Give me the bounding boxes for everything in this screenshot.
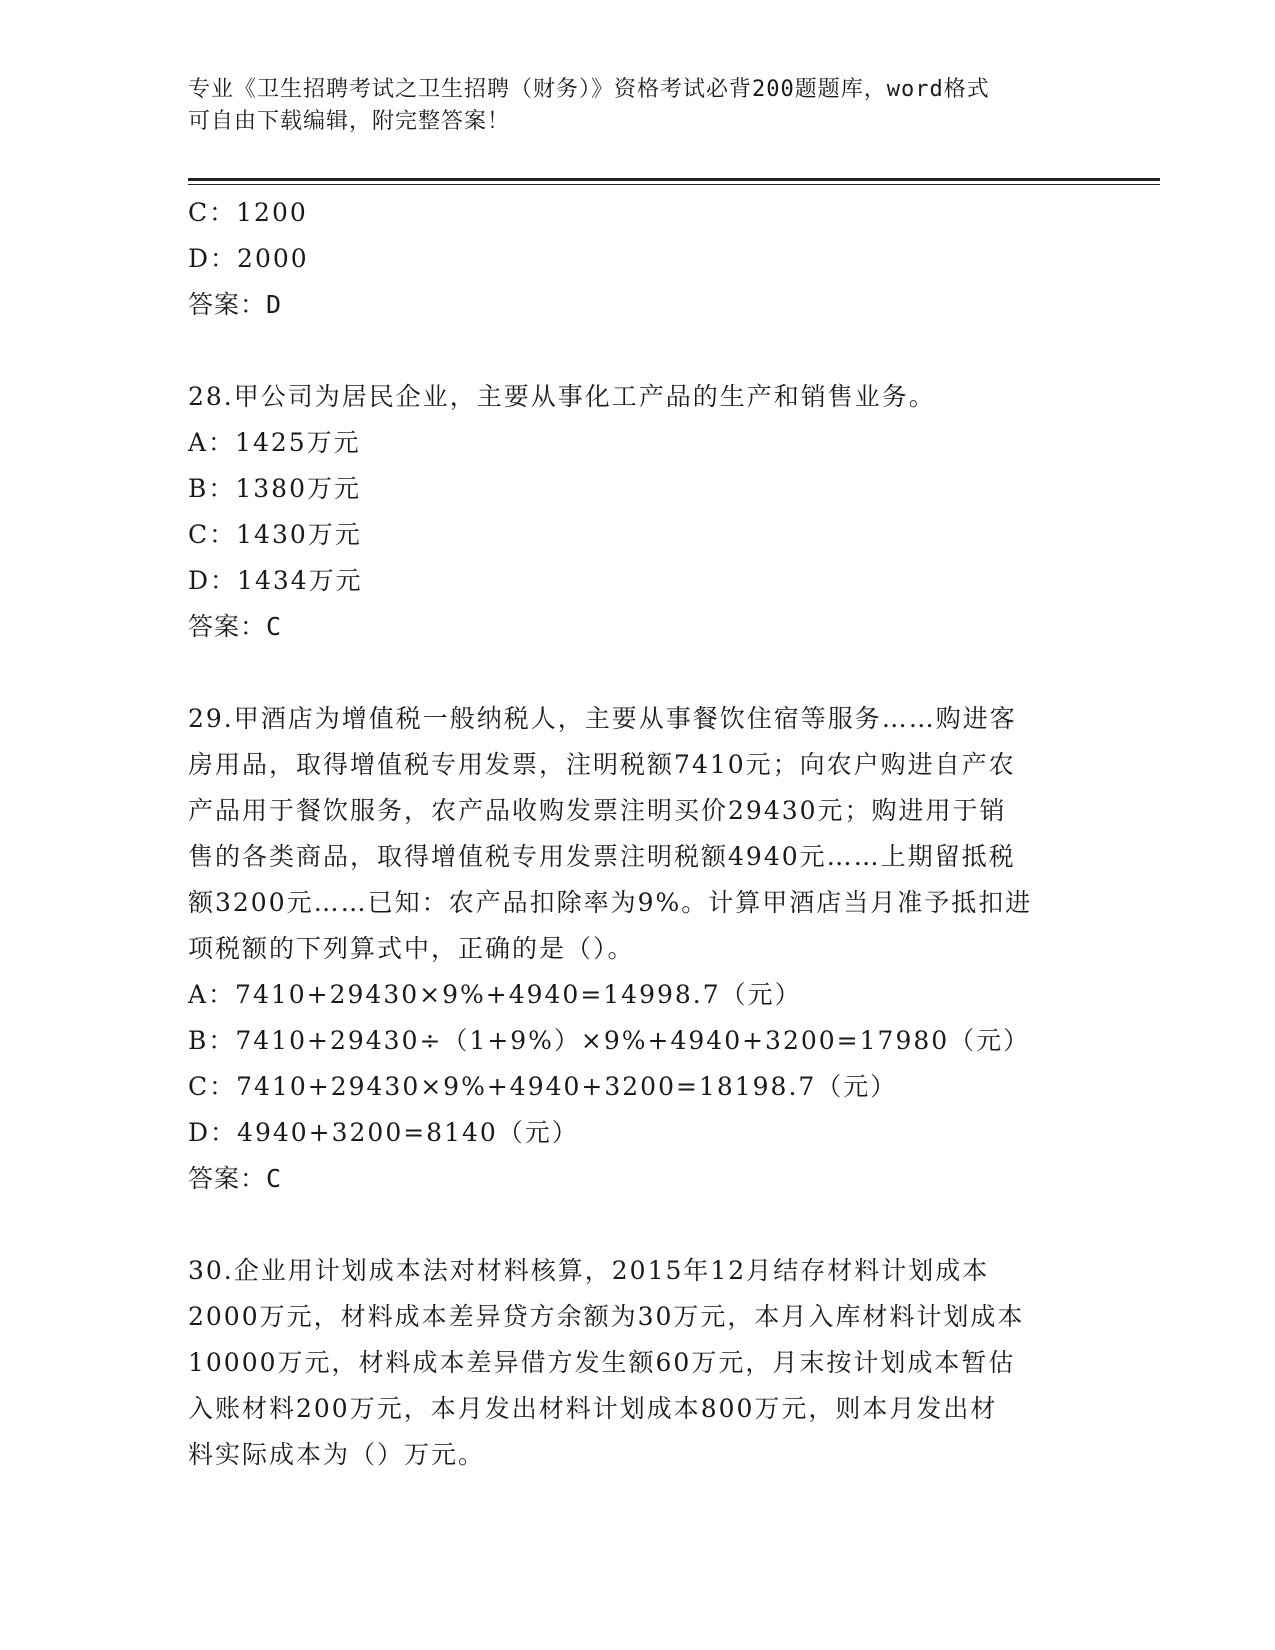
q29-answer: 答案：C: [188, 1164, 283, 1193]
document-header: [188, 74, 1068, 138]
q29-option-d: D：4940+3200=8140（元）: [188, 1118, 579, 1147]
q30-stem-line: 30.企业用计划成本法对材料核算，2015年12月结存材料计划成本: [188, 1256, 990, 1285]
q29-stem-line: 额3200元……已知：农产品扣除率为9%。计算甲酒店当月准予抵扣进: [188, 888, 1033, 917]
q29-stem: [188, 696, 1088, 972]
spacer: [188, 328, 1088, 374]
q30-stem: [188, 1248, 1088, 1478]
q28-option-a: A：1425万元: [188, 428, 361, 457]
q28-stem: 28.甲公司为居民企业，主要从事化工产品的生产和销售业务。: [188, 382, 936, 411]
q28-option-d: D：1434万元: [188, 566, 363, 595]
header-line-1: 专业《卫生招聘考试之卫生招聘（财务）》资格考试必背200题题库，word格式: [188, 77, 990, 102]
header-rule-thick: [188, 178, 1160, 181]
q28-option-b: B：1380万元: [188, 474, 361, 503]
q27-option-c: C：1200: [188, 198, 308, 227]
q29-option-a: A：7410+29430×9%+4940=14998.7（元）: [188, 980, 802, 1009]
q29-stem-line: 29.甲酒店为增值税一般纳税人，主要从事餐饮住宿等服务……购进客: [188, 704, 1017, 733]
q29-stem-line: 售的各类商品，取得增值税专用发票注明税额4940元……上期留抵税: [188, 842, 1016, 871]
q27-answer: 答案：D: [188, 290, 283, 319]
q29-option-c: C：7410+29430×9%+4940+3200=18198.7（元）: [188, 1072, 898, 1101]
q30-stem-line: 入账材料200万元，本月发出材料计划成本800万元，则本月发出材: [188, 1394, 998, 1423]
q28-answer: 答案：C: [188, 612, 283, 641]
q29-option-b: B：7410+29430÷（1+9%）×9%+4940+3200=17980（元）: [188, 1026, 1031, 1055]
q30-stem-line: 料实际成本为（）万元。: [188, 1440, 486, 1469]
header-line-2: 可自由下载编辑，附完整答案！: [188, 109, 511, 134]
question-content: [188, 190, 1088, 1478]
q29-stem-line: 房用品，取得增值税专用发票，注明税额7410元；向农户购进自产农: [188, 750, 1016, 779]
q29-stem-line: 项税额的下列算式中，正确的是（）。: [188, 934, 635, 963]
header-rule-thin: [188, 184, 1160, 185]
q30-stem-line: 10000万元，材料成本差异借方发生额60万元，月末按计划成本暂估: [188, 1348, 1016, 1377]
q30-stem-line: 2000万元，材料成本差异贷方余额为30万元，本月入库材料计划成本: [188, 1302, 1025, 1331]
q27-option-d: D：2000: [188, 244, 309, 273]
q29-stem-line: 产品用于餐饮服务，农产品收购发票注明买价29430元；购进用于销: [188, 796, 1007, 825]
spacer: [188, 650, 1088, 696]
spacer: [188, 1202, 1088, 1248]
q28-option-c: C：1430万元: [188, 520, 362, 549]
